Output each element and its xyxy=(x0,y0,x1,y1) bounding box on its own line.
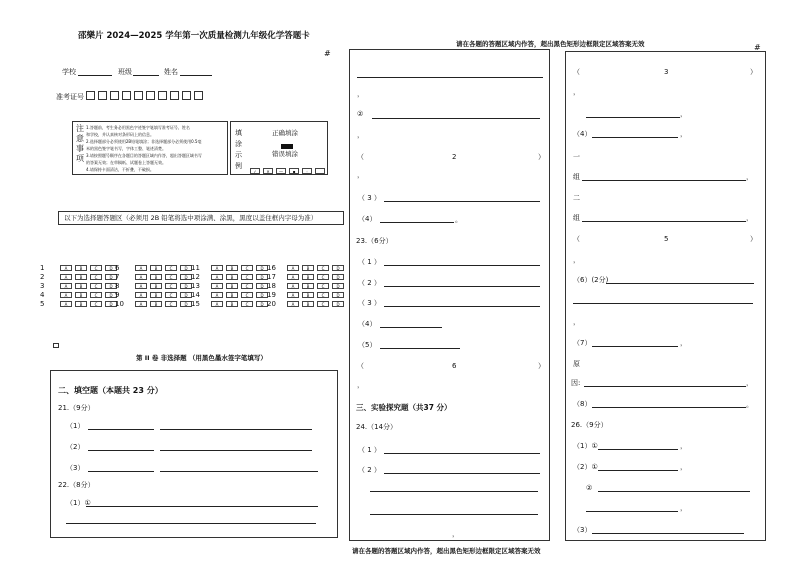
choice-group-4 xyxy=(267,264,347,309)
notes-text: 1.答题前，考生务必用黑色字迹签字笔填写准考证号、姓名 和学校，并认真核对条形码上的信息。 2.选择题部分必须使用2B铅笔填涂；非选择题部分必须使用0.5毫 米的黑色签字笔书写，字体工整、笔迹清楚。 3.请按照题号顺序在各题目的答题区域内作答，超出答题区域书写 的答案无效；在草稿纸、试题卷上答题无效。 4.请保持卡面清洁，不折叠，不破损。 xyxy=(86,125,202,172)
choice-row[interactable]: 15 A B C D xyxy=(191,300,271,308)
q21-label: 21.（9分） xyxy=(58,404,95,412)
q24-2-blank-a[interactable] xyxy=(384,473,540,474)
q22-1-blank-b[interactable] xyxy=(66,523,316,524)
choice-row[interactable]: 8 A B C D xyxy=(115,282,195,290)
q23-2-blank[interactable] xyxy=(384,286,540,287)
c2-comma-1: ， xyxy=(357,90,364,98)
fill-example-side-label: 填 涂 示 例 xyxy=(235,129,242,170)
q23-label: 23.（6分） xyxy=(356,237,393,245)
exam-number-label: 准考证号 xyxy=(56,93,84,101)
c3-paren-close-5: ） xyxy=(750,235,757,243)
q26-item-2: （2）① xyxy=(573,463,598,471)
q24-2-blank-c[interactable] xyxy=(370,514,538,515)
choice-row[interactable]: 12 A B C D xyxy=(191,273,271,281)
choice-row[interactable]: 1 A B C D xyxy=(40,264,120,272)
q21-item-2: （2） xyxy=(66,443,85,451)
q26-item-1: （1）① xyxy=(573,442,598,450)
choice-row[interactable]: 5 A B C D xyxy=(40,300,120,308)
q21-3-blank-b[interactable] xyxy=(160,471,318,472)
c3-comma-8: ， xyxy=(680,339,687,347)
q22-item-1: （1）① xyxy=(66,499,91,507)
c3-comma-4: ， xyxy=(746,173,753,181)
c3-comma-6: ， xyxy=(573,256,580,264)
q26-label: 26.（9分） xyxy=(571,421,608,429)
c2-line-1[interactable] xyxy=(357,77,543,78)
c3-comma-13: ， xyxy=(680,504,687,512)
school-label: 学校 xyxy=(62,68,76,76)
choice-group-3 xyxy=(191,264,271,309)
c2-paren-close-2: ） xyxy=(538,153,545,161)
c2-comma-6: ， xyxy=(357,381,364,389)
c3-num-3: 3 xyxy=(664,68,669,76)
correct-fill-label: 正确填涂 xyxy=(272,129,298,137)
q23-5-blank[interactable] xyxy=(380,348,460,349)
c2-paren-open-2: （ xyxy=(357,153,364,161)
fill-section-title: 二、填空题（本题共 23 分） xyxy=(58,386,163,395)
q26-2b-blank[interactable] xyxy=(598,491,750,492)
q23-4-blank[interactable] xyxy=(380,327,442,328)
choice-row[interactable]: 7 A B C D xyxy=(115,273,195,281)
q21-1-blank-a[interactable] xyxy=(88,429,154,430)
c2-num-6: 6 xyxy=(452,362,457,370)
c3-item-6-blank-b[interactable] xyxy=(573,303,753,304)
c2-comma-2: ， xyxy=(357,131,364,139)
q21-2-blank-b[interactable] xyxy=(160,450,312,451)
q21-3-blank-a[interactable] xyxy=(88,471,154,472)
c3-paren-close-3: ） xyxy=(750,68,757,76)
q22-1-blank-a[interactable] xyxy=(86,506,318,507)
q26-2b-blank-2[interactable] xyxy=(586,511,678,512)
c3-comma-3: ， xyxy=(680,130,687,138)
c3-item-7-blank[interactable] xyxy=(592,346,678,347)
top-banner: 请在各题的答题区域内作答，超出黑色矩形边框限定区域答案无效 xyxy=(456,40,645,48)
c3-item-6-blank-a[interactable] xyxy=(606,283,754,284)
q26-3-blank[interactable] xyxy=(592,533,744,534)
c3-paren-open-3: （ xyxy=(573,68,580,76)
c3-item-6: （6）(2分) xyxy=(573,276,609,284)
choice-row[interactable]: 20 A B C D xyxy=(267,300,347,308)
choice-row[interactable]: 3 A B C D xyxy=(40,282,120,290)
c3-comma-2: ， xyxy=(680,110,687,118)
choice-row[interactable]: 11 A B C D xyxy=(191,264,271,272)
c3-yi: 一 xyxy=(573,153,580,161)
c3-yin: 因: xyxy=(571,379,581,387)
c3-item-4: （4） xyxy=(573,130,592,138)
q23-item-1: （ 1 ） xyxy=(358,258,381,266)
c3-item-4-blank[interactable] xyxy=(592,137,678,138)
bottom-banner: 请在各题的答题区域内作答，超出黑色矩形边框限定区域答案无效 xyxy=(352,547,541,555)
correct-fill-sample xyxy=(281,144,293,149)
c3-zu-2: 组 xyxy=(573,214,580,222)
c3-group-2-blank[interactable] xyxy=(582,221,746,222)
experiment-section-title: 三、实验探究题（共37 分） xyxy=(356,403,452,412)
school-field[interactable] xyxy=(78,75,112,76)
hash-mark-right: # xyxy=(754,43,761,52)
c2-num-2: 2 xyxy=(452,153,457,161)
q21-item-1: （1） xyxy=(66,422,85,430)
c2-item-3: （ 3 ） xyxy=(358,194,381,202)
q23-item-4: （4） xyxy=(358,320,377,328)
c2-item-4-end: 。 xyxy=(455,216,462,224)
choice-row[interactable]: 10 A B C D xyxy=(115,300,195,308)
choice-row[interactable]: 18 A B C D xyxy=(267,282,347,290)
hash-mark-left: # xyxy=(324,49,331,58)
c3-comma-11: ， xyxy=(680,442,687,450)
q21-1-blank-b[interactable] xyxy=(160,429,312,430)
c3-reason-blank[interactable] xyxy=(584,386,746,387)
choice-row[interactable]: 17 A B C D xyxy=(267,273,347,281)
wrong-fill-label: 错误填涂 xyxy=(272,150,298,158)
choice-row[interactable]: 14 A B C D xyxy=(191,291,271,299)
c3-group-1-blank[interactable] xyxy=(582,180,746,181)
choice-row[interactable]: 4 A B C D xyxy=(40,291,120,299)
c2-item-3-blank[interactable] xyxy=(384,201,540,202)
q26-item-2b: ② xyxy=(586,484,593,492)
q23-item-5: （5） xyxy=(358,341,377,349)
c3-line-3[interactable] xyxy=(586,117,680,118)
q26-item-3: （3） xyxy=(573,526,592,534)
q21-2-blank-a[interactable] xyxy=(88,450,154,451)
choice-row[interactable]: 13 A B C D xyxy=(191,282,271,290)
c3-zu-1: 组 xyxy=(573,173,580,181)
fill-section-box xyxy=(50,370,338,538)
q24-2-blank-b[interactable] xyxy=(370,491,538,492)
c3-er: 二 xyxy=(573,194,580,202)
c3-item-8-blank[interactable] xyxy=(592,407,746,408)
choice-instruction: 以下为选择题答题区（必须用 2B 铅笔将选中项涂满、涂黑，黑度以盖住框内字母为准） xyxy=(64,214,318,222)
c3-comma-1: ， xyxy=(573,88,580,96)
q24-item-2: （ 2 ） xyxy=(358,466,381,474)
notes-side-label: 注 意 事 项 xyxy=(76,124,84,163)
c2-item-4-blank[interactable] xyxy=(380,222,454,223)
q23-item-2: （ 2 ） xyxy=(358,279,381,287)
c2-circle-2: ② xyxy=(357,110,364,118)
q22-label: 22.（8分） xyxy=(58,481,95,489)
choice-row[interactable]: 9 A B C D xyxy=(115,291,195,299)
name-label: 姓名 xyxy=(164,68,178,76)
c3-item-8: （8） xyxy=(573,400,592,408)
choice-row[interactable]: 16 A B C D xyxy=(267,264,347,272)
q26-1-blank[interactable] xyxy=(598,449,678,450)
class-field[interactable] xyxy=(133,75,159,76)
choice-group-2 xyxy=(115,264,195,309)
c3-item-7: （7） xyxy=(573,339,592,347)
part2-title: 第 II 卷 非选择题 （用黑色墨水签字笔填写） xyxy=(136,354,267,362)
q24-label: 24.（14分） xyxy=(356,423,398,431)
c2-comma-end: ， xyxy=(452,530,459,538)
c3-comma-9: ， xyxy=(746,379,753,387)
c2-comma-3: ， xyxy=(357,171,364,179)
c2-line-2[interactable] xyxy=(372,118,540,119)
q24-item-1: （ 1 ） xyxy=(358,446,381,454)
c3-comma-7: ， xyxy=(573,318,580,326)
q23-3-blank[interactable] xyxy=(384,306,540,307)
c3-comma-12: ， xyxy=(680,463,687,471)
wrong-fill-samples: ✓ ✕ — ▪ ◦ xyxy=(250,168,328,175)
c2-paren-close-6: ） xyxy=(538,362,545,370)
q24-1-blank[interactable] xyxy=(384,453,540,454)
q23-item-3: （ 3 ） xyxy=(358,299,381,307)
c2-item-4: （4） xyxy=(358,215,377,223)
name-field[interactable] xyxy=(180,75,212,76)
c3-comma-5: ， xyxy=(746,214,753,222)
choice-row[interactable]: 6 A B C D xyxy=(115,264,195,272)
choice-group-1 xyxy=(40,264,120,309)
c3-yuan: 原 xyxy=(573,360,580,368)
q26-2-blank[interactable] xyxy=(598,470,678,471)
exam-number-boxes[interactable] xyxy=(86,91,206,101)
choice-row[interactable]: 2 A B C D xyxy=(40,273,120,281)
c3-num-5: 5 xyxy=(664,235,669,243)
c2-paren-open-6: （ xyxy=(357,362,364,370)
c3-comma-10: 。 xyxy=(746,401,753,409)
c3-paren-open-5: （ xyxy=(573,235,580,243)
page-title: 邵樂片 2024—2025 学年第一次质量检测九年级化学答题卡 xyxy=(78,31,310,41)
class-label: 班级 xyxy=(118,68,132,76)
q21-item-3: （3） xyxy=(66,464,85,472)
corner-mark-left xyxy=(53,343,59,348)
q23-1-blank[interactable] xyxy=(384,265,540,266)
choice-row[interactable]: 19 A B C D xyxy=(267,291,347,299)
